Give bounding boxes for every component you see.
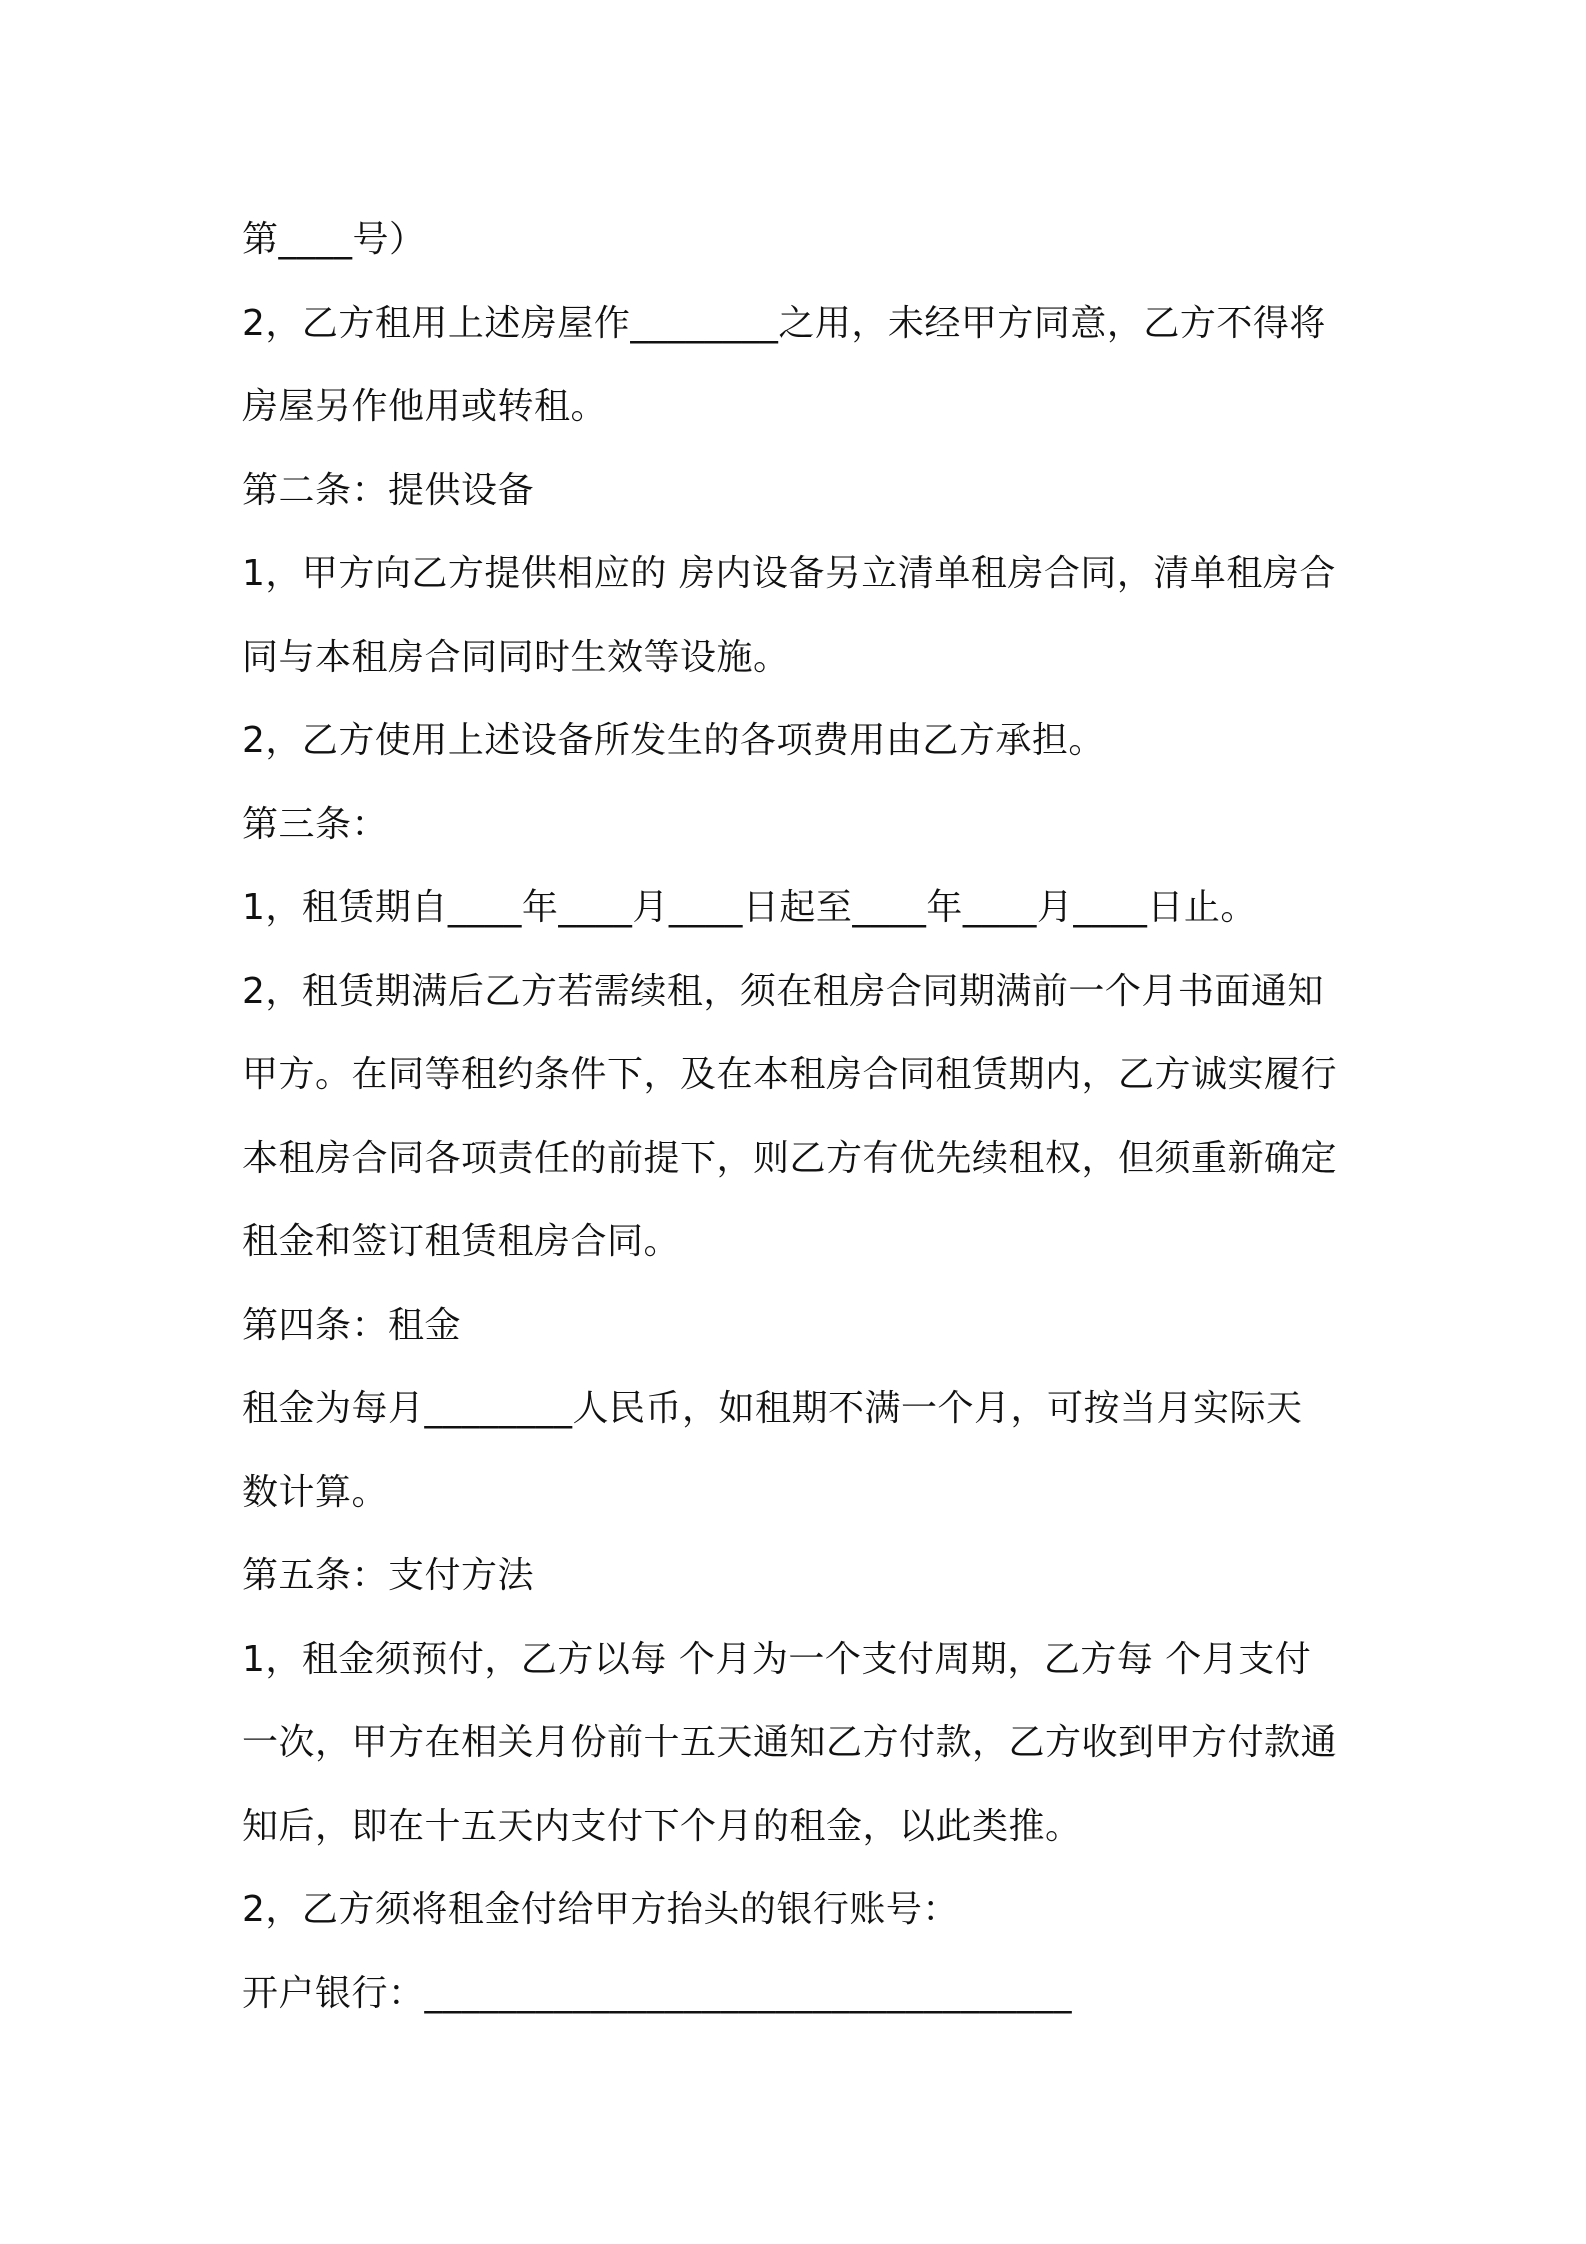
text-line: 1，租赁期自____年____月____日起至____年____月____日止。 xyxy=(242,887,1257,928)
bank-field-line: 开户银行：___________________________________ xyxy=(242,1972,1073,2014)
section-heading: 第三条： xyxy=(242,803,389,845)
text-line: 1，租金须预付，乙方以每 个月为一个支付周期，乙方每 个月支付 xyxy=(242,1638,1312,1680)
section-heading: 第四条：租金 xyxy=(242,1304,462,1346)
text-line: 租金和签订租赁租房合同。 xyxy=(242,1221,681,1262)
text-line: 甲方。在同等租约条件下，及在本租房合同租赁期内，乙方诚实履行 xyxy=(242,1054,1338,1095)
text-line: 数计算。 xyxy=(242,1471,389,1513)
text-line: 同与本租房合同同时生效等设施。 xyxy=(242,636,790,678)
text-line: 一次，甲方在相关月份前十五天通知乙方付款，乙方收到甲方付款通 xyxy=(242,1722,1338,1763)
text-line: 1，甲方向乙方提供相应的 房内设备另立清单租房合同，清单租房合 xyxy=(242,553,1336,594)
text-line: 2，乙方租用上述房屋作________之用，未经甲方同意，乙方不得将 xyxy=(242,302,1326,344)
text-line: 知后，即在十五天内支付下个月的租金，以此类推。 xyxy=(242,1805,1082,1847)
section-heading: 第五条：支付方法 xyxy=(242,1555,535,1596)
text-line: 2，乙方须将租金付给甲方抬头的银行账号： xyxy=(242,1889,959,1930)
text-line: 2，乙方使用上述设备所发生的各项费用由乙方承担。 xyxy=(242,720,1105,761)
section-heading: 第二条：提供设备 xyxy=(242,469,535,511)
text-line: 本租房合同各项责任的前提下，则乙方有优先续租权，但须重新确定 xyxy=(242,1137,1338,1179)
text-line: 租金为每月________人民币，如租期不满一个月，可按当月实际天 xyxy=(242,1388,1303,1429)
text-line: 2，租赁期满后乙方若需续租，须在租房合同期满前一个月书面通知 xyxy=(242,970,1324,1012)
text-line: 房屋另作他用或转租。 xyxy=(242,386,608,427)
text-line: 第____号） xyxy=(242,219,426,260)
document-body xyxy=(242,198,1362,2035)
